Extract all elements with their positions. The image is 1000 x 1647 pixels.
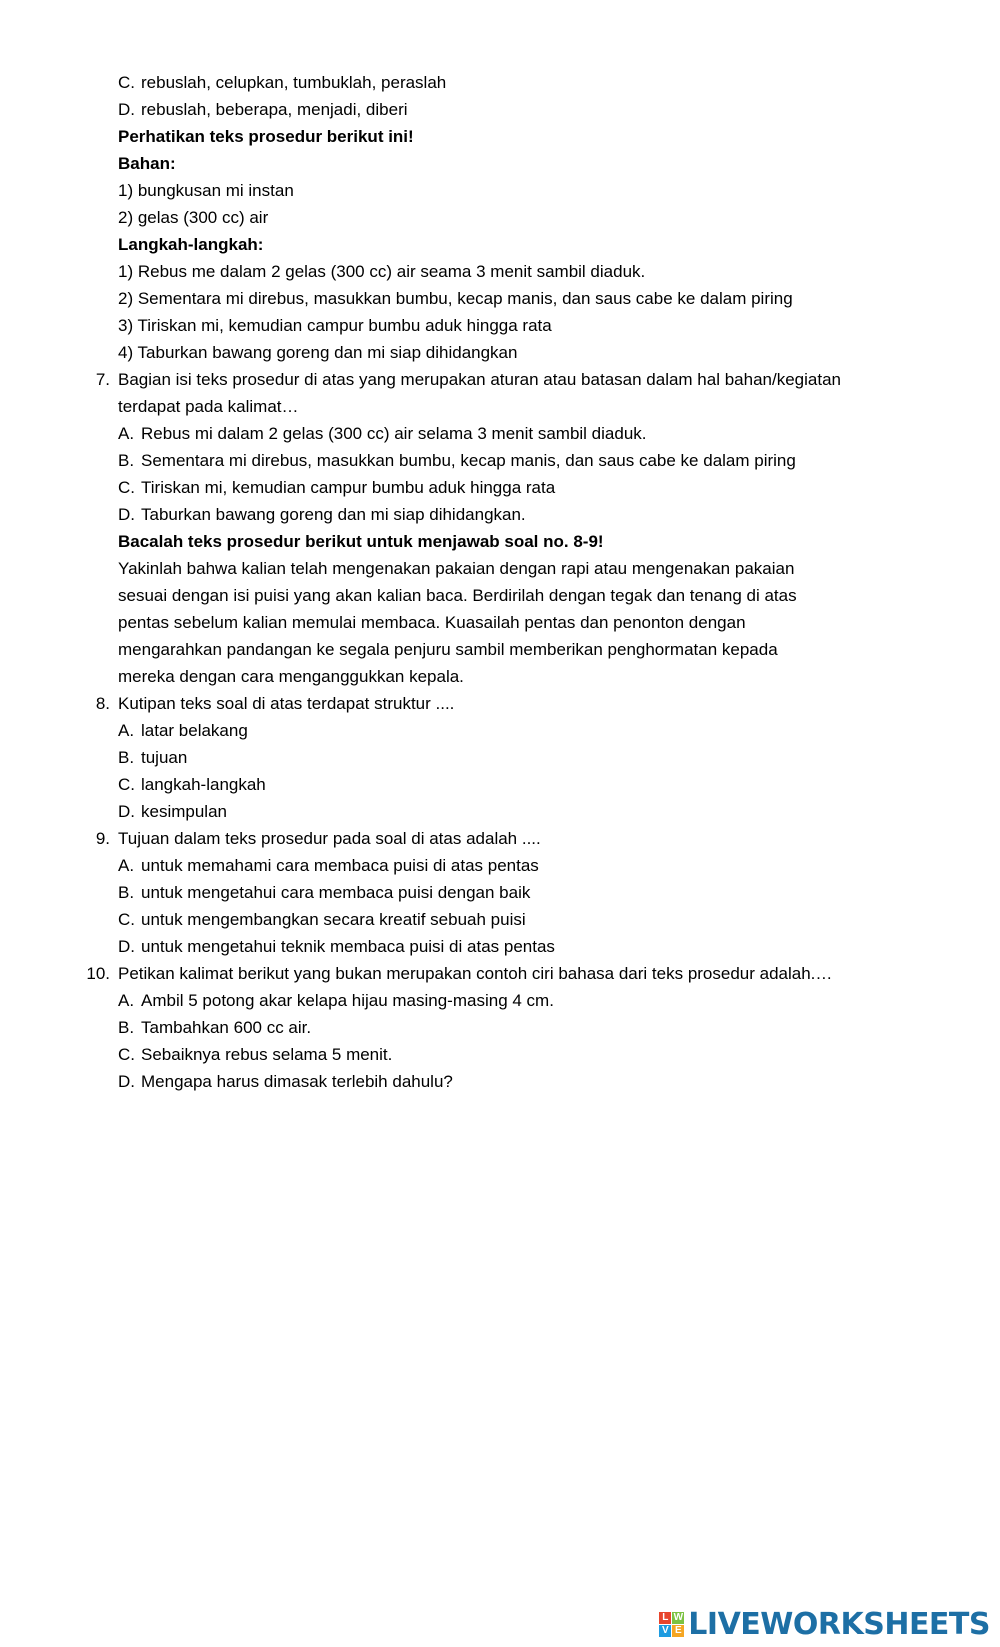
q10-option-c[interactable] <box>118 1044 392 1066</box>
q8-option-a[interactable] <box>118 720 248 742</box>
option-text: langkah-langkah <box>141 775 266 794</box>
steps-title: Langkah-langkah: <box>118 235 264 254</box>
q9-option-a[interactable] <box>118 855 539 877</box>
q9-option-b[interactable] <box>118 882 530 904</box>
q7-option-c[interactable] <box>118 477 555 499</box>
question-9-text: Tujuan dalam teks prosedur pada soal di atas adalah .... <box>118 829 541 848</box>
option-letter: B. <box>118 883 135 902</box>
option-letter: C. <box>118 1045 135 1064</box>
option-text: untuk memahami cara membaca puisi di atas pentas <box>141 856 539 875</box>
option-letter: A. <box>118 856 135 875</box>
option-letter: D. <box>118 100 135 119</box>
question-number-8: 8. <box>95 694 110 713</box>
option-text: untuk mengetahui cara membaca puisi dengan baik <box>141 883 531 902</box>
step-item: 2) Sementara mi direbus, masukkan bumbu, kecap manis, dan saus cabe ke dalam piring <box>118 289 793 308</box>
question-number-9: 9. <box>95 829 110 848</box>
option-text: rebuslah, celupkan, tumbuklah, peraslah <box>141 73 447 92</box>
option-letter: D. <box>118 937 135 956</box>
q10-option-a[interactable] <box>118 990 554 1012</box>
logo-mark-tile: V <box>659 1625 671 1637</box>
material-item: 2) gelas (300 cc) air <box>118 208 269 227</box>
q8-option-d[interactable] <box>118 801 227 823</box>
logo-mark-tile: E <box>672 1625 684 1637</box>
option-letter: C. <box>118 910 135 929</box>
passage-line: mereka dengan cara menganggukkan kepala. <box>118 667 464 686</box>
step-item: 3) Tiriskan mi, kemudian campur bumbu aduk hingga rata <box>118 316 552 335</box>
q7-option-b[interactable] <box>118 450 796 472</box>
option-text: kesimpulan <box>141 802 227 821</box>
passage-line: sesuai dengan isi puisi yang akan kalian baca. Berdirilah dengan tegak dan tenang di atas <box>118 586 797 605</box>
option-letter: D. <box>118 1072 135 1091</box>
question-7-text-line1: Bagian isi teks prosedur di atas yang merupakan aturan atau batasan dalam hal bahan/kegiatan <box>118 370 841 389</box>
question-8-text: Kutipan teks soal di atas terdapat struktur .... <box>118 694 455 713</box>
passage-heading: Bacalah teks prosedur berikut untuk menjawab soal no. 8-9! <box>118 532 604 551</box>
option-text: Tambahkan 600 cc air. <box>141 1018 312 1037</box>
option-text: Ambil 5 potong akar kelapa hijau masing-masing 4 cm. <box>141 991 554 1010</box>
liveworksheets-logo <box>659 1607 990 1641</box>
q8-option-b[interactable] <box>118 747 187 769</box>
question-number-7: 7. <box>95 370 110 389</box>
option-letter: B. <box>118 451 135 470</box>
materials-title: Bahan: <box>118 154 176 173</box>
material-item: 1) bungkusan mi instan <box>118 181 294 200</box>
option-text: rebuslah, beberapa, menjadi, diberi <box>141 100 408 119</box>
passage-line: pentas sebelum kalian memulai membaca. Kuasailah pentas dan penonton dengan <box>118 613 746 632</box>
option-letter: C. <box>118 73 135 92</box>
logo-mark-tile: W <box>673 1611 684 1623</box>
option-text: Sebaiknya rebus selama 5 menit. <box>141 1045 393 1064</box>
question-number-10: 10. <box>86 964 110 983</box>
prev-option-d <box>118 99 408 121</box>
passage-line: Yakinlah bahwa kalian telah mengenakan pakaian dengan rapi atau mengenakan pakaian <box>118 559 795 578</box>
option-text: Rebus mi dalam 2 gelas (300 cc) air selama 3 menit sambil diaduk. <box>141 424 647 443</box>
logo-text: LIVEWORKSHEETS <box>688 1606 990 1642</box>
question-10-text: Petikan kalimat berikut yang bukan merupakan contoh ciri bahasa dari teks prosedur adalah.… <box>118 964 833 983</box>
step-item: 4) Taburkan bawang goreng dan mi siap dihidangkan <box>118 343 518 362</box>
procedure-heading: Perhatikan teks prosedur berikut ini! <box>118 127 414 146</box>
option-letter: B. <box>118 748 135 767</box>
option-text: Tiriskan mi, kemudian campur bumbu aduk hingga rata <box>141 478 556 497</box>
prev-option-c <box>118 72 446 94</box>
option-text: Mengapa harus dimasak terlebih dahulu? <box>141 1072 453 1091</box>
q9-option-c[interactable] <box>118 909 526 931</box>
q10-option-b[interactable] <box>118 1017 311 1039</box>
option-text: untuk mengembangkan secara kreatif sebuah puisi <box>141 910 526 929</box>
q9-option-d[interactable] <box>118 936 555 958</box>
q8-option-c[interactable] <box>118 774 266 796</box>
option-text: tujuan <box>141 748 188 767</box>
option-letter: A. <box>118 424 135 443</box>
option-letter: B. <box>118 1018 135 1037</box>
option-text: Sementara mi direbus, masukkan bumbu, kecap manis, dan saus cabe ke dalam piring <box>141 451 796 470</box>
option-text: latar belakang <box>141 721 248 740</box>
option-letter: A. <box>118 991 135 1010</box>
step-item: 1) Rebus me dalam 2 gelas (300 cc) air seama 3 menit sambil diaduk. <box>118 262 646 281</box>
q7-option-d[interactable] <box>118 504 526 526</box>
option-letter: C. <box>118 478 135 497</box>
logo-mark-tile: L <box>659 1612 671 1624</box>
option-text: untuk mengetahui teknik membaca puisi di atas pentas <box>141 937 555 956</box>
option-text: Taburkan bawang goreng dan mi siap dihidangkan. <box>141 505 526 524</box>
liveworksheets-logo-icon <box>659 1612 684 1637</box>
passage-line: mengarahkan pandangan ke segala penjuru sambil memberikan penghormatan kepada <box>118 640 778 659</box>
q10-option-d[interactable] <box>118 1071 453 1093</box>
q7-option-a[interactable] <box>118 423 647 445</box>
question-7-text-line2: terdapat pada kalimat… <box>118 397 299 416</box>
option-letter: C. <box>118 775 135 794</box>
option-letter: D. <box>118 505 135 524</box>
option-letter: D. <box>118 802 135 821</box>
option-letter: A. <box>118 721 135 740</box>
